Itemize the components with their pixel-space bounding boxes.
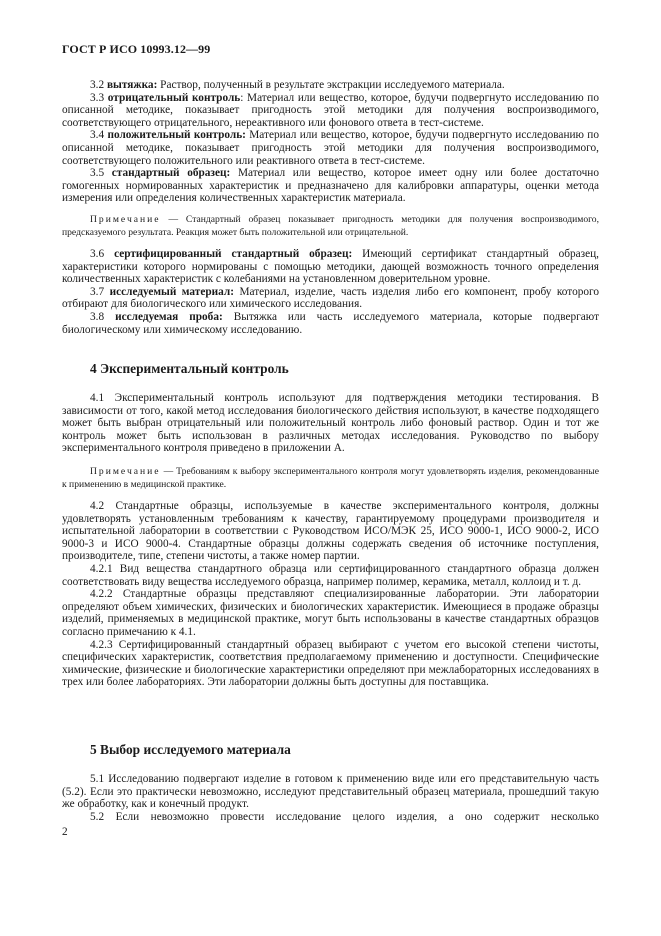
section-5-title: 5 Выбор исследуемого материала bbox=[90, 742, 291, 757]
definition-3-3: 3.3 отрицательный контроль: Материал или вещество, которое, будучи подвергнуто исследованию по описанной методике, показывает пригодность этой методики для получения воспроизводимого, соответствующего отрицательного, нереактивного или фонового ответа в тест-системе. bbox=[62, 91, 600, 129]
section-4-title: 4 Экспериментальный контроль bbox=[90, 361, 289, 376]
definition-3-5: 3.5 стандартный образец: Материал или вещество, которое имеет одну или более достаточно гомогенных нормированных характеристик и предназначено для калибровки аппаратуры, оценки метода измерения или определения количественных характеристик материала. bbox=[62, 167, 599, 205]
page-number: 2 bbox=[62, 826, 68, 838]
paragraph-4-2-3: 4.2.3 Сертифицированный стандартный образец выбирают с учетом его высокой степени чистоты, специфических характеристик, соответствия предполагаемому применению и доступности. Специфические химические, физические и биологические характеристики определяют при межлабораторных исследованиях в трех или более лабораториях. Эти лаборатории должны быть доступны для поставщика. bbox=[62, 638, 599, 689]
note-2: Примечание — Требованиям к выбору экспериментального контроля могут удовлетворять изделия, рекомендованные к применению в медицинской практике. bbox=[62, 466, 599, 490]
definitions-block-2 bbox=[62, 248, 599, 336]
section-5-block bbox=[62, 773, 599, 823]
note-1: Примечание — Стандартный образец показывает пригодность методики для получения воспроизводимого, предсказуемого результата. Реакция может быть положительной или отрицательной. bbox=[62, 214, 600, 238]
paragraph-4-1: 4.1 Экспериментальный контроль используют для подтверждения методики тестирования. В зависимости от того, какой метод исследования биологического действия используют, в качестве подходящего может быть выбран отрицательный или положительный контроль либо фоновый раствор. Один и тот же контроль может быть использован в различных методах исследования. Руководство по выбору экспериментального контроля приведено в приложении А. bbox=[62, 392, 599, 455]
paragraph-5-2: 5.2 Если невозможно провести исследование целого изделия, а оно содержит несколько bbox=[90, 810, 599, 823]
definition-3-8: 3.8 исследуемая проба: Вытяжка или часть исследуемого материала, которые подвергают биологическому или химическому исследованию. bbox=[62, 310, 600, 336]
document-header: ГОСТ Р ИСО 10993.12—99 bbox=[62, 42, 211, 56]
paragraph-4-2-1: 4.2.1 Вид вещества стандартного образца или сертифицированного стандартного образца должен соответствовать виду вещества исследуемого образца, например полимер, керамика, металл, коллоид и т. д. bbox=[62, 562, 599, 588]
definition-3-6: 3.6 сертифицированный стандартный образец: Имеющий сертификат стандартный образец, характеристики которого нормированы с помощью методики, дающей возможность точного определения количественных характеристик с колебаниями на установленном доверительном уровне. bbox=[62, 248, 599, 286]
definition-3-4: 3.4 положительный контроль: Материал или вещество, которое, будучи подвергнуто исследованию по описанной методике, показывает пригодность этой методики для получения воспроизводимого, соответствующего положительного или реактивного ответа в тест-системе. bbox=[62, 129, 599, 167]
paragraph-5-1: 5.1 Исследованию подвергают изделие в готовом к применению виде или его представительную часть (5.2). Если это практически невозможно, исследуют представительный образец материала, прошедший такую же обработку, как и конечный продукт. bbox=[62, 773, 599, 811]
paragraph-4-2: 4.2 Стандартные образцы, используемые в качестве экспериментального контроля, должны удовлетворять установленным требованиям к качеству, гарантируемому процедурами производителя и испытательной лаборатории в соответствии с Руководством ИСО/МЭК 25, ИСО 9000-1, ИСО 9000-2, ИСО 9000-3 и ИСО 9000-4. Стандартные образцы должны содержать сведения об источнике поступления, производителе, типе, степени чистоты, а также номер партии. bbox=[62, 500, 599, 563]
paragraph-4-2-2: 4.2.2 Стандартные образцы представляют специализированные лаборатории. Эти лаборатории определяют объем химических, физических и биологических характеристик. Имеющиеся в продаже образцы изделий, применяемых в медицинской практике, могут быть использованы в качестве стандартных образцов согласно примечанию к 4.1. bbox=[62, 588, 599, 638]
section-4-2-block bbox=[62, 500, 599, 689]
definitions-block bbox=[62, 79, 599, 205]
definition-3-7: 3.7 исследуемый материал: Материал, изделие, часть изделия либо его компонент, пробу которого отбирают для биологического или химического исследования. bbox=[62, 285, 600, 311]
definition-3-2: 3.2 вытяжка: Раствор, полученный в результате экстракции исследуемого материала. bbox=[90, 79, 505, 91]
